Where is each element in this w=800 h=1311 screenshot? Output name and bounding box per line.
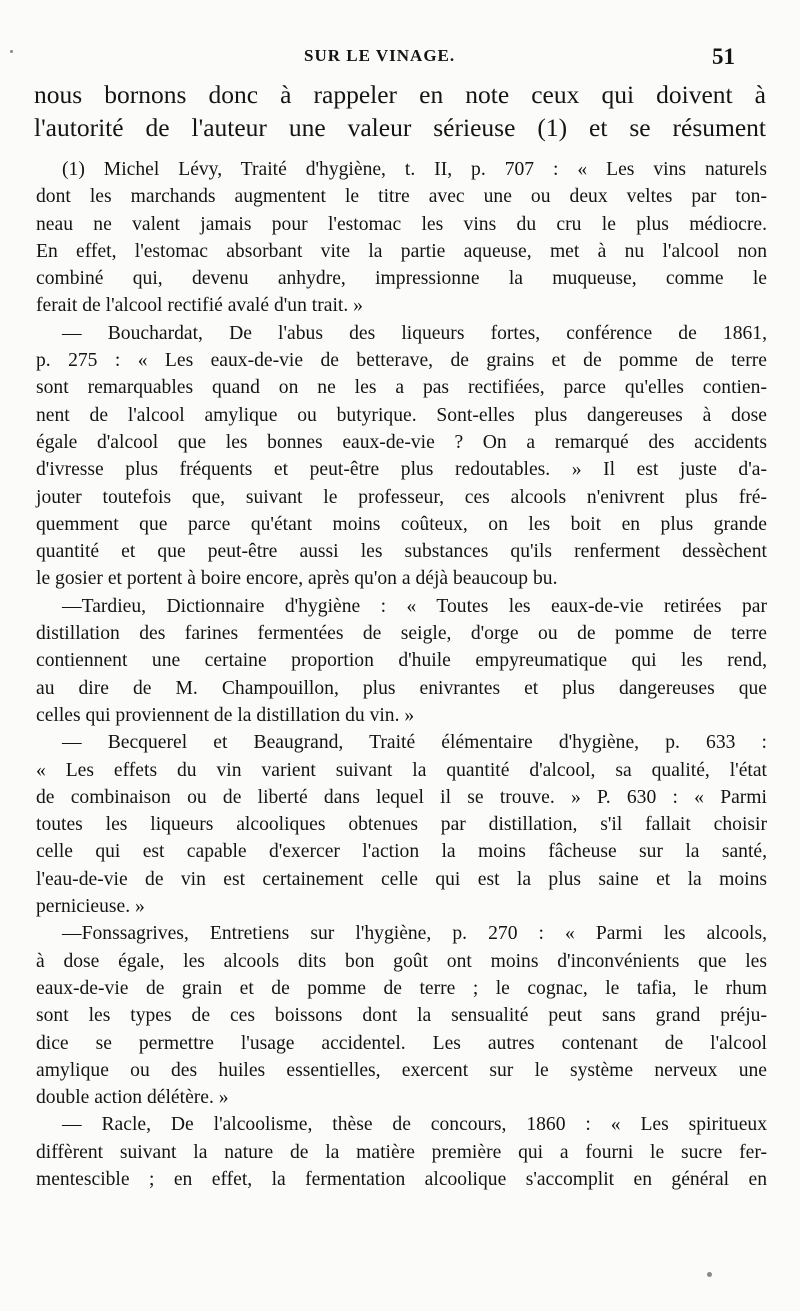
running-header bbox=[0, 44, 800, 74]
footnote-line: dont les marchands augmentent le titre avec une ou deux veltes par ton- bbox=[36, 186, 767, 208]
main-text bbox=[34, 78, 766, 144]
text-line: l'autorité de l'auteur une valeur sérieuse (1) et se résument bbox=[34, 113, 766, 142]
footnote-line: jouter toutefois que, suivant le professeur, ces alcools n'enivrent plus fré- bbox=[36, 486, 767, 508]
footnote-line: distillation des farines fermentées de seigle, d'orge ou de pomme de terre bbox=[36, 623, 767, 645]
footnote-line: celle qui est capable d'exercer l'action la moins fâcheuse sur la santé, bbox=[36, 841, 767, 863]
footnote-line: contiennent une certaine proportion d'huile empyreumatique qui les rend, bbox=[36, 650, 767, 672]
footnote-line: d'ivresse plus fréquents et peut-être plus redoutables. » Il est juste d'a- bbox=[36, 459, 767, 481]
footnote-line: mentescible ; en effet, la fermentation alcoolique s'accomplit en général en bbox=[36, 1168, 767, 1190]
page-number: 51 bbox=[712, 44, 735, 69]
footnote-line: double action délétère. » bbox=[36, 1087, 229, 1109]
footnote-line: toutes les liqueurs alcooliques obtenues par distillation, s'il fallait choisir bbox=[36, 814, 767, 836]
footnote-line: celles qui proviennent de la distillation du vin. » bbox=[36, 704, 415, 726]
footnote-line: « Les effets du vin varient suivant la quantité d'alcool, sa qualité, l'état bbox=[36, 759, 767, 781]
footnote-block bbox=[36, 156, 767, 1193]
footnote-line: quemment que parce qu'étant moins coûteux, on les boit en plus grande bbox=[36, 513, 767, 535]
footnote-line: égale d'alcool que les bonnes eaux-de-vie ? On a remarqué des accidents bbox=[36, 431, 767, 453]
footnote-line: pernicieuse. » bbox=[36, 896, 145, 918]
footnote-line: nent de l'alcool amylique ou butyrique. Sont-elles plus dangereuses à dose bbox=[36, 404, 767, 426]
footnote-line: p. 275 : « Les eaux-de-vie de betterave, de grains et de pomme de terre bbox=[36, 350, 767, 372]
footnote-line: eaux-de-vie de grain et de pomme de terre ; le cognac, le tafia, le rhum bbox=[36, 977, 767, 999]
footnote-line: à dose égale, les alcools dits bon goût ont moins d'inconvénients que les bbox=[36, 950, 767, 972]
footnote-line: En effet, l'estomac absorbant vite la partie aqueuse, met à nu l'alcool non bbox=[36, 240, 767, 262]
footnote-line: ferait de l'alcool rectifié avalé d'un trait. » bbox=[36, 295, 363, 317]
footnote-line: dice se permettre l'usage accidentel. Les autres contenant de l'alcool bbox=[36, 1032, 767, 1054]
footnote-line: — Racle, De l'alcoolisme, thèse de concours, 1860 : « Les spiritueux bbox=[62, 1114, 767, 1136]
footnote-line: neau ne valent jamais pour l'estomac les vins du cru le plus médiocre. bbox=[36, 213, 767, 235]
footnote-line: (1) Michel Lévy, Traité d'hygiène, t. II, p. 707 : « Les vins naturels bbox=[62, 159, 767, 180]
footnote-line: le gosier et portent à boire encore, après qu'on a déjà beaucoup bu. bbox=[36, 568, 558, 590]
ink-speck bbox=[707, 1272, 712, 1277]
ink-speck bbox=[10, 50, 13, 53]
footnote-line: au dire de M. Champouillon, plus enivrantes et plus dangereuses que bbox=[36, 677, 767, 699]
footnote-line: diffèrent suivant la nature de la matière première qui a fourni le sucre fer- bbox=[36, 1141, 767, 1163]
footnote-line: quantité et que peut-être aussi les substances qu'ils renferment dessèchent bbox=[36, 541, 767, 563]
footnote-line: l'eau-de-vie de vin est certainement celle qui est la plus saine et la moins bbox=[36, 868, 767, 890]
footnote-line: combiné qui, devenu anhydre, impressionne la muqueuse, comme le bbox=[36, 268, 767, 290]
footnote-line: — Becquerel et Beaugrand, Traité élémentaire d'hygiène, p. 633 : bbox=[62, 732, 767, 754]
footnote-line: sont les types de ces boissons dont la sensualité peut sans grand préju- bbox=[36, 1005, 767, 1027]
footnote-line: amylique ou des huiles essentielles, exercent sur le système nerveux une bbox=[36, 1059, 767, 1081]
text-line: nous bornons donc à rappeler en note ceux qui doivent à bbox=[34, 80, 766, 109]
footnote-line: —Fonssagrives, Entretiens sur l'hygiène, p. 270 : « Parmi les alcools, bbox=[62, 923, 767, 945]
footnote-line: —Tardieu, Dictionnaire d'hygiène : « Toutes les eaux-de-vie retirées par bbox=[62, 595, 767, 617]
footnote-line: sont remarquables quand on ne les a pas rectifiées, parce qu'elles contien- bbox=[36, 377, 767, 399]
footnote-line: de combinaison ou de liberté dans lequel il se trouve. » P. 630 : « Parmi bbox=[36, 786, 767, 808]
footnote-line: — Bouchardat, De l'abus des liqueurs fortes, conférence de 1861, bbox=[62, 322, 767, 344]
running-title: SUR LE VINAGE. bbox=[304, 46, 456, 65]
